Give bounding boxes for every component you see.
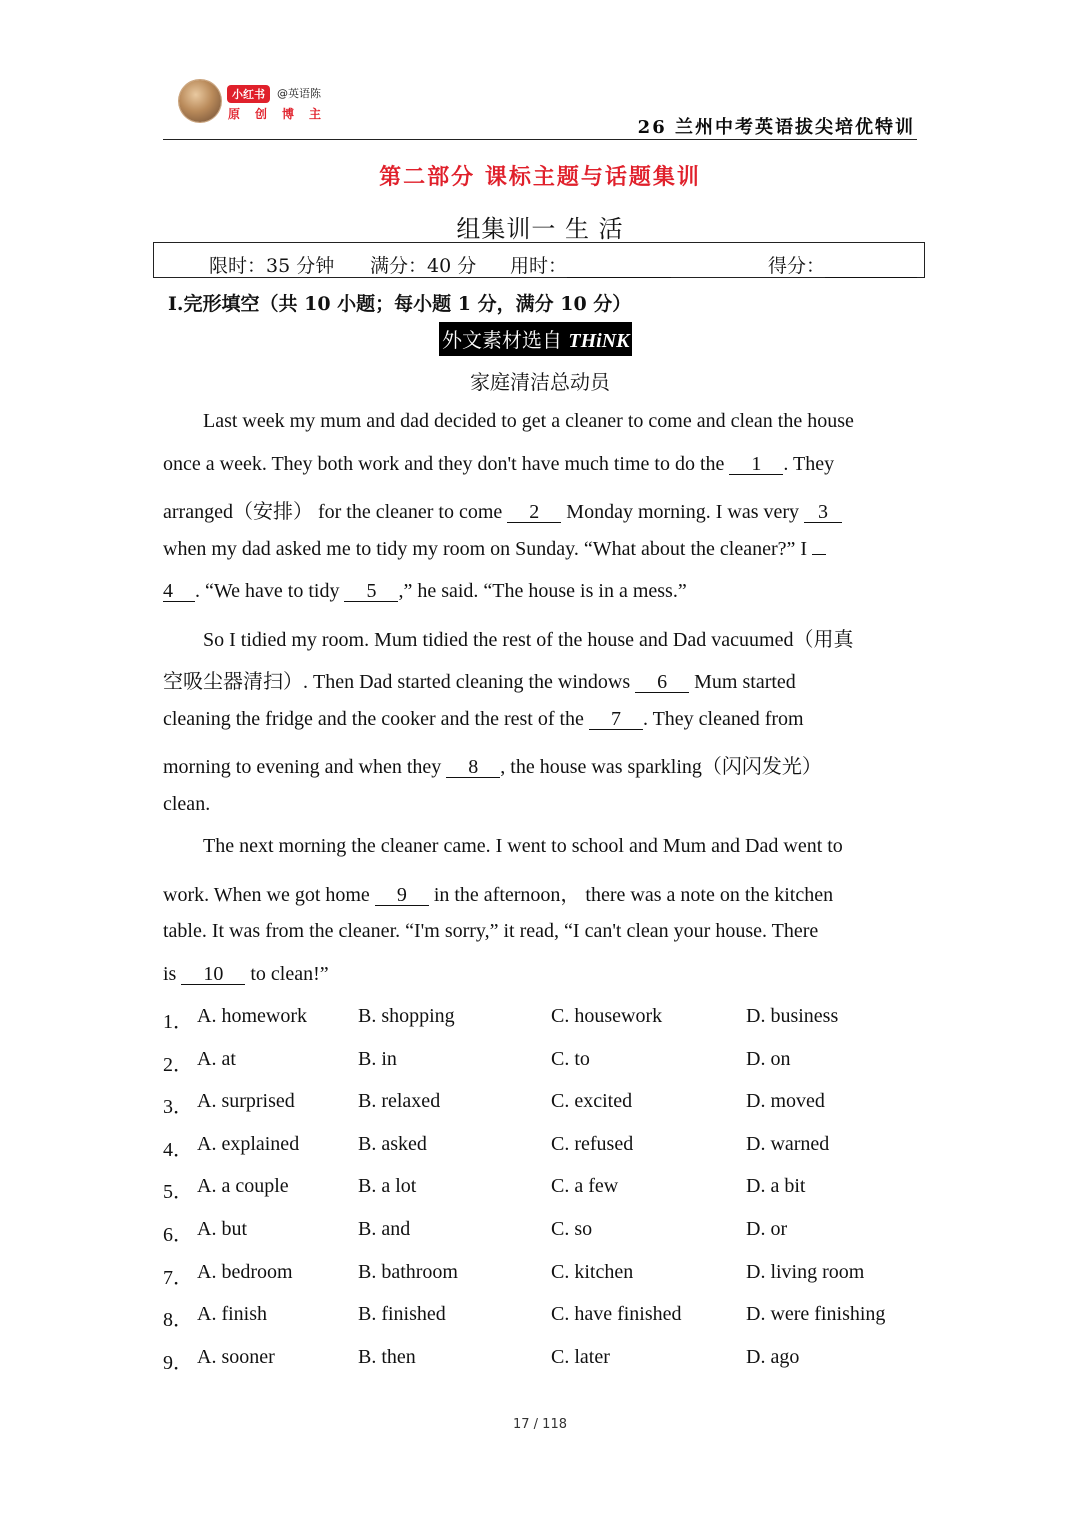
question-number: 6． (163, 1224, 193, 1246)
option-b: B. finished (358, 1303, 446, 1326)
option-c: C. later (551, 1345, 610, 1368)
passage-text: cleaning the fridge and the cooker and the rest of the (163, 708, 589, 730)
option-c: C. have finished (551, 1303, 682, 1326)
question-number: 9． (163, 1351, 193, 1374)
option-c: C. so (551, 1218, 593, 1240)
header-divider (163, 139, 917, 140)
blank-6: 6 (635, 672, 689, 693)
option-d: D. on (746, 1047, 791, 1070)
option-b: B. shopping (358, 1005, 455, 1027)
passage-line: Last week my mum and dad decided to get a cleaner to come and clean the house (203, 410, 854, 432)
passage-text: . They cleaned from (642, 708, 804, 730)
question-number: 1． (163, 1011, 193, 1033)
option-c: C. a few (551, 1175, 619, 1198)
option-a: A. homework (197, 1005, 307, 1027)
question-number: 4． (163, 1138, 193, 1161)
group-title: 组集训一 生 活 (456, 215, 624, 243)
option-b: B. bathroom (358, 1260, 458, 1283)
option-a: A. sooner (197, 1345, 275, 1368)
option-a: A. but (197, 1218, 247, 1240)
page-number: 17 / 118 (513, 1417, 567, 1432)
score-info-box (153, 242, 925, 278)
passage-line (163, 665, 796, 694)
author-handle: @英语陈 (277, 87, 321, 100)
passage-line (163, 750, 822, 779)
time-used-blank (567, 257, 671, 278)
option-b: B. in (358, 1047, 397, 1070)
part-title: 第二部分 课标主题与话题集训 (379, 164, 701, 190)
time-used-label: 用时： (510, 255, 568, 277)
option-b: B. a lot (358, 1175, 417, 1198)
passage-text: ,” he said. “The house is in a mess.” (398, 580, 687, 602)
option-a: A. explained (197, 1132, 300, 1155)
creator-label: 原创博主 (228, 107, 337, 121)
xiaohongshu-badge: 小红书 (227, 85, 270, 103)
option-b: B. then (358, 1345, 416, 1368)
passage-title: 家庭清洁总动员 (470, 370, 610, 394)
passage-text: to clean!” (245, 963, 329, 985)
blank-7: 7 (589, 709, 643, 730)
series-title: 26 兰州中考英语拔尖培优特训 (637, 117, 915, 138)
option-c: C. to (551, 1047, 590, 1070)
option-d: D. were finishing (746, 1303, 886, 1326)
blank-4-start (812, 554, 826, 555)
passage-text: 空吸尘器清扫）. Then Dad started cleaning the windows (163, 671, 636, 693)
passage-text: in the afternoon， there was a note on the kitchen (428, 884, 834, 906)
source-book: THiNK (568, 330, 630, 352)
option-a: A. bedroom (197, 1260, 293, 1283)
passage-line: table. It was from the cleaner. “I'm sorry,” it read, “I can't clean your house. There (163, 920, 819, 942)
passage-text: . “We have to tidy (195, 580, 345, 602)
option-c: C. refused (551, 1132, 634, 1155)
option-a: A. a couple (197, 1175, 289, 1198)
passage-line (163, 495, 842, 524)
passage-line (163, 538, 826, 561)
blank-5: 5 (344, 581, 398, 602)
option-d: D. ago (746, 1345, 800, 1368)
passage-line: The next morning the cleaner came. I went to school and Mum and Dad went to (203, 835, 843, 857)
passage-text: , the house was sparkling（闪闪发光） (500, 756, 822, 778)
score-blank (825, 257, 917, 278)
question-number: 3． (163, 1096, 193, 1119)
passage-text: once a week. They both work and they don't have much time to do the (163, 453, 730, 475)
passage-line: So I tidied my room. Mum tidied the rest of the house and Dad vacuumed（用真 (203, 629, 854, 651)
passage-line (163, 878, 833, 907)
option-a: A. finish (197, 1303, 267, 1326)
blank-8: 8 (446, 757, 500, 778)
option-c: C. housework (551, 1005, 663, 1027)
option-d: D. business (746, 1005, 839, 1027)
blank-1: 1 (729, 454, 783, 475)
passage-line (163, 453, 834, 476)
option-a: A. surprised (197, 1090, 295, 1113)
option-b: B. asked (358, 1132, 427, 1155)
score-label: 得分： (768, 255, 826, 277)
passage-text: is (163, 963, 182, 985)
option-c: C. excited (551, 1090, 633, 1113)
blank-3: 3 (804, 502, 842, 523)
source-label (439, 322, 632, 356)
passage-text: Monday morning. I was very (561, 501, 805, 523)
passage-line: clean. (163, 793, 211, 815)
blank-9: 9 (375, 885, 429, 906)
question-number: 7． (163, 1266, 193, 1289)
option-d: D. a bit (746, 1175, 806, 1198)
passage-text: Mum started (689, 671, 796, 693)
question-number: 8． (163, 1309, 193, 1332)
option-d: D. living room (746, 1260, 865, 1283)
blank-4: 4 (163, 581, 195, 602)
option-b: B. relaxed (358, 1090, 441, 1113)
passage-text: morning to evening and when they (163, 756, 447, 778)
score (768, 251, 917, 278)
section-heading: Ⅰ.完形填空（共 10 小题；每小题 1 分，满分 10 分） (168, 293, 632, 315)
blank-2: 2 (507, 502, 561, 523)
option-a: A. at (197, 1047, 236, 1070)
option-b: B. and (358, 1218, 411, 1240)
time-limit: 限时：35 分钟 (209, 255, 335, 277)
question-number: 2． (163, 1053, 193, 1076)
time-used (510, 251, 671, 278)
avatar (179, 80, 221, 122)
source-prefix: 外文素材选自 (442, 328, 569, 352)
option-d: D. or (746, 1218, 788, 1240)
passage-text: arranged（安排） for the cleaner to come (163, 501, 508, 523)
passage-text: work. When we got home (163, 884, 375, 906)
option-c: C. kitchen (551, 1260, 634, 1283)
passage-line (163, 708, 804, 731)
passage-text: when my dad asked me to tidy my room on Sunday. “What about the cleaner?” I (163, 538, 813, 560)
passage-text: . They (783, 453, 835, 475)
option-d: D. moved (746, 1090, 825, 1113)
option-d: D. warned (746, 1132, 830, 1155)
question-number: 5． (163, 1181, 193, 1204)
blank-10: 10 (181, 964, 245, 985)
passage-line (163, 580, 687, 603)
full-score: 满分：40 分 (370, 255, 477, 277)
passage-line (163, 963, 329, 986)
